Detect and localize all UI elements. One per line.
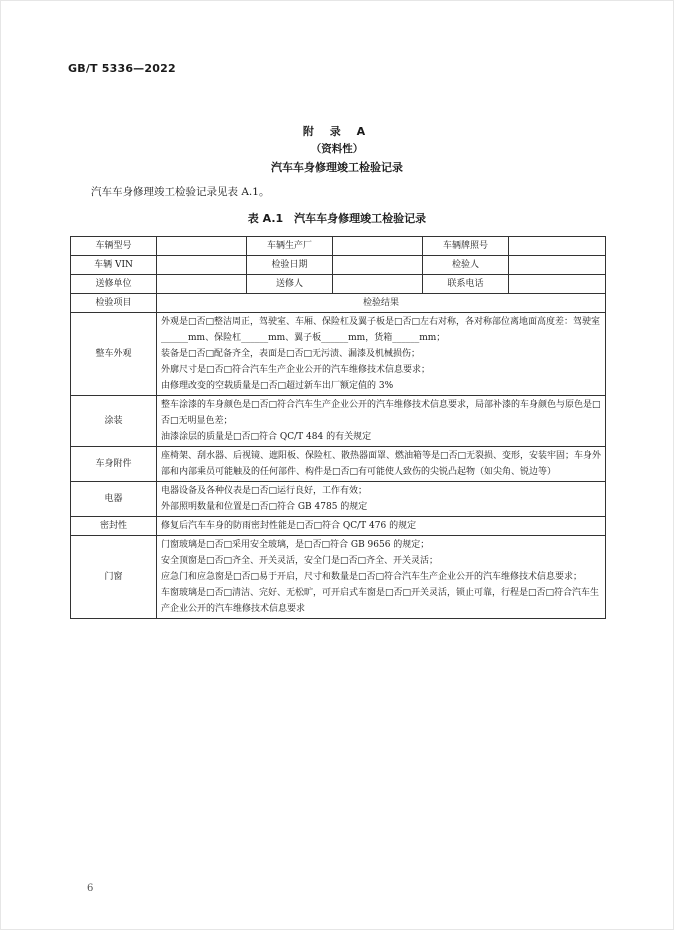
info-row — [71, 256, 606, 275]
value-cell — [333, 237, 423, 256]
annex-title: 附 录 A — [302, 125, 372, 138]
result-line: 安全顶窗是□否□齐全、开关灵活，安全门是□否□齐全、开关灵活； — [161, 556, 439, 566]
annex-heading: 汽车车身修理竣工检验记录 — [271, 161, 403, 174]
section-item: 密封性 — [71, 517, 157, 536]
intro-text: 汽车车身修理竣工检验记录见表 A.1。 — [91, 186, 270, 198]
result-line: 装备是□否□配备齐全，表面是□否□无污渍、漏漆及机械损伤； — [161, 349, 421, 359]
result-line: 电器设备及各种仪表是□否□运行良好，工作有效； — [161, 486, 368, 496]
section-row-electrical — [71, 482, 606, 517]
section-item: 车身附件 — [71, 447, 157, 482]
info-row — [71, 237, 606, 256]
section-result — [157, 536, 606, 619]
result-line: 应急门和应急窗是□否□易于开启，尺寸和数量是□否□符合汽车生产企业公开的汽车维修技术信息要求； — [161, 572, 583, 582]
section-item: 电器 — [71, 482, 157, 517]
result-line: 修复后汽车车身的防雨密封性能是□否□符合 QC/T 476 的规定 — [161, 521, 417, 531]
result-line: 外部照明数量和位置是□否□符合 GB 4785 的规定 — [161, 502, 368, 512]
label-cell: 送修人 — [247, 275, 333, 294]
label-cell: 检验人 — [423, 256, 509, 275]
section-row-exterior — [71, 313, 606, 396]
section-result — [157, 396, 606, 447]
label-cell: 检验日期 — [247, 256, 333, 275]
label-cell: 联系电话 — [423, 275, 509, 294]
result-line: 由修理改变的空载质量是□否□超过新车出厂额定值的 3% — [161, 381, 394, 391]
section-row-sealing — [71, 517, 606, 536]
result-line: 外廓尺寸是□否□符合汽车生产企业公开的汽车维修技术信息要求； — [161, 365, 431, 375]
info-row — [71, 275, 606, 294]
section-row-painting — [71, 396, 606, 447]
result-line: 门窗玻璃是□否□采用安全玻璃，是□否□符合 GB 9656 的规定； — [161, 540, 430, 550]
header-item: 检验项目 — [71, 294, 157, 313]
value-cell — [157, 256, 247, 275]
table-header-row — [71, 294, 606, 313]
result-line: 座椅架、刮水器、后视镜、遮阳板、保险杠、散热器面罩、燃油箱等是□否□无裂损、变形，安装牢固；车身外部和内部乘员可能触及的任何部件、构件是□否□有可能使人致伤的尖锐凸起物（如尖角、锐边等） — [161, 451, 602, 477]
section-row-doors-windows — [71, 536, 606, 619]
annex-type: （资料性） — [310, 143, 364, 155]
value-cell — [333, 256, 423, 275]
value-cell — [157, 237, 247, 256]
result-line: 车窗玻璃是□否□清洁、完好、无松旷，可开启式车窗是□否□开关灵活，锁止可靠，行程是□否□符合汽车生产企业公开的汽车维修技术信息要求 — [161, 588, 600, 614]
label-cell: 送修单位 — [71, 275, 157, 294]
section-item: 整车外观 — [71, 313, 157, 396]
value-cell — [509, 275, 606, 294]
section-result — [157, 517, 606, 536]
value-cell — [509, 256, 606, 275]
label-cell: 车辆生产厂 — [247, 237, 333, 256]
page-number: 6 — [87, 883, 94, 894]
section-item: 涂装 — [71, 396, 157, 447]
value-cell — [509, 237, 606, 256]
section-item: 门窗 — [71, 536, 157, 619]
header-result: 检验结果 — [157, 294, 606, 313]
inspection-record-table — [70, 236, 606, 619]
section-result — [157, 313, 606, 396]
value-cell — [157, 275, 247, 294]
section-result — [157, 482, 606, 517]
table-title: 表 A.1 汽车车身修理竣工检验记录 — [247, 212, 427, 225]
standard-code: GB/T 5336—2022 — [68, 62, 176, 75]
section-row-accessories — [71, 447, 606, 482]
result-line: 整车涂漆的车身颜色是□否□符合汽车生产企业公开的汽车维修技术信息要求，局部补漆的车身颜色与原色是□否□无明显色差； — [161, 400, 601, 426]
label-cell: 车辆型号 — [71, 237, 157, 256]
value-cell — [333, 275, 423, 294]
result-line: 外观是□否□整洁周正，驾驶室、车厢、保险杠及翼子板是□否□左右对称，各对称部位离地面高度差：驾驶室______mm、保险杠______mm、翼子板______mm，货箱______mm； — [161, 317, 601, 343]
result-line: 油漆涂层的质量是□否□符合 QC/T 484 的有关规定 — [161, 432, 372, 442]
label-cell: 车辆 VIN — [71, 256, 157, 275]
label-cell: 车辆牌照号 — [423, 237, 509, 256]
section-result — [157, 447, 606, 482]
